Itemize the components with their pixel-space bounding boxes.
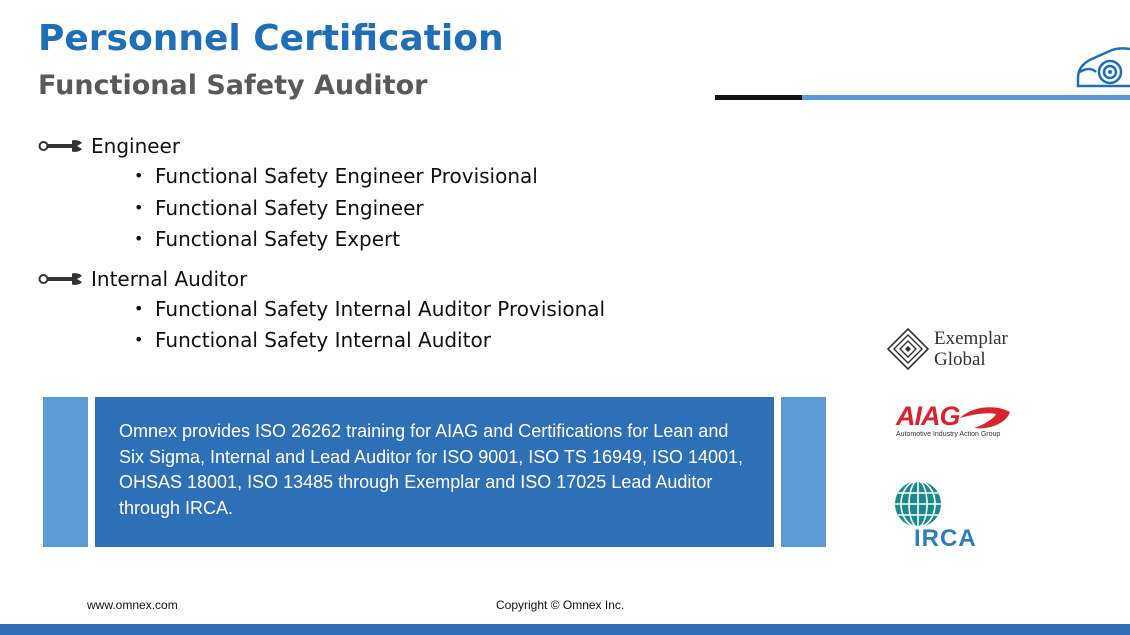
- engineer-list: [38, 161, 605, 256]
- exemplar-diamond-icon: [886, 327, 930, 371]
- list-item: [134, 161, 605, 193]
- irca-wordmark: IRCA: [914, 525, 977, 552]
- section-heading-internal-auditor: [38, 264, 605, 294]
- list-item-text: Functional Safety Expert: [155, 227, 401, 251]
- footer-website: www.omnex.com: [87, 598, 178, 612]
- slide-title: Personnel Certification: [38, 18, 504, 59]
- globe-icon: [888, 480, 946, 528]
- list-item: [134, 193, 605, 225]
- bullet: •: [134, 330, 144, 349]
- list-item: [134, 224, 605, 256]
- section-heading-label: Internal Auditor: [91, 266, 248, 291]
- section-heading-label: Engineer: [91, 134, 181, 158]
- bullet: •: [134, 298, 144, 318]
- list-item-text: Functional Safety Engineer Provisional: [155, 164, 538, 188]
- callout-side-bar-left: [43, 397, 88, 547]
- exemplar-global-logo: [886, 327, 1008, 371]
- internal-auditor-list: [38, 294, 605, 357]
- list-item: [134, 325, 605, 357]
- list-item-text: Functional Safety Internal Auditor Provisional: [155, 296, 606, 321]
- footer-copyright: Copyright © Omnex Inc.: [496, 598, 625, 612]
- bullet: •: [134, 229, 144, 248]
- bullet: •: [134, 197, 144, 217]
- exemplar-line1: Exemplar: [934, 328, 1008, 349]
- aiag-tagline: Automotive Industry Action Group: [896, 431, 1001, 438]
- bullet: •: [134, 166, 144, 185]
- list-item-text: Functional Safety Internal Auditor: [155, 328, 491, 352]
- exemplar-line2: Global: [934, 349, 986, 370]
- aiag-wordmark: AIAG: [896, 401, 960, 431]
- footer-bar: [0, 624, 1130, 635]
- header-rule-blue: [802, 95, 1130, 100]
- certification-list: [38, 131, 605, 357]
- callout-side-bar-right: [781, 397, 826, 547]
- section-heading-engineer: [38, 131, 605, 161]
- list-item-text: Functional Safety Engineer: [155, 195, 424, 220]
- wrench-icon: [38, 139, 84, 153]
- header-rule-dark: [715, 95, 802, 100]
- car-icon: [1072, 42, 1130, 92]
- slide-subtitle: Functional Safety Auditor: [38, 70, 428, 101]
- wrench-icon: [38, 272, 84, 286]
- list-item: [134, 294, 605, 326]
- callout-text: Omnex provides ISO 26262 training for AIAG and Certifications for Lean and Six Sigma, Internal and Lead Auditor for ISO 9001, ISO TS 16949, ISO 14001, OHSAS 18001, ISO 13485 through Exemplar and ISO 17025 Lead Auditor through IRCA.: [119, 421, 744, 518]
- aiag-swoosh-icon: [958, 404, 1012, 430]
- aiag-logo: [896, 402, 1014, 438]
- callout-box: [95, 397, 774, 547]
- irca-logo: [886, 480, 1016, 552]
